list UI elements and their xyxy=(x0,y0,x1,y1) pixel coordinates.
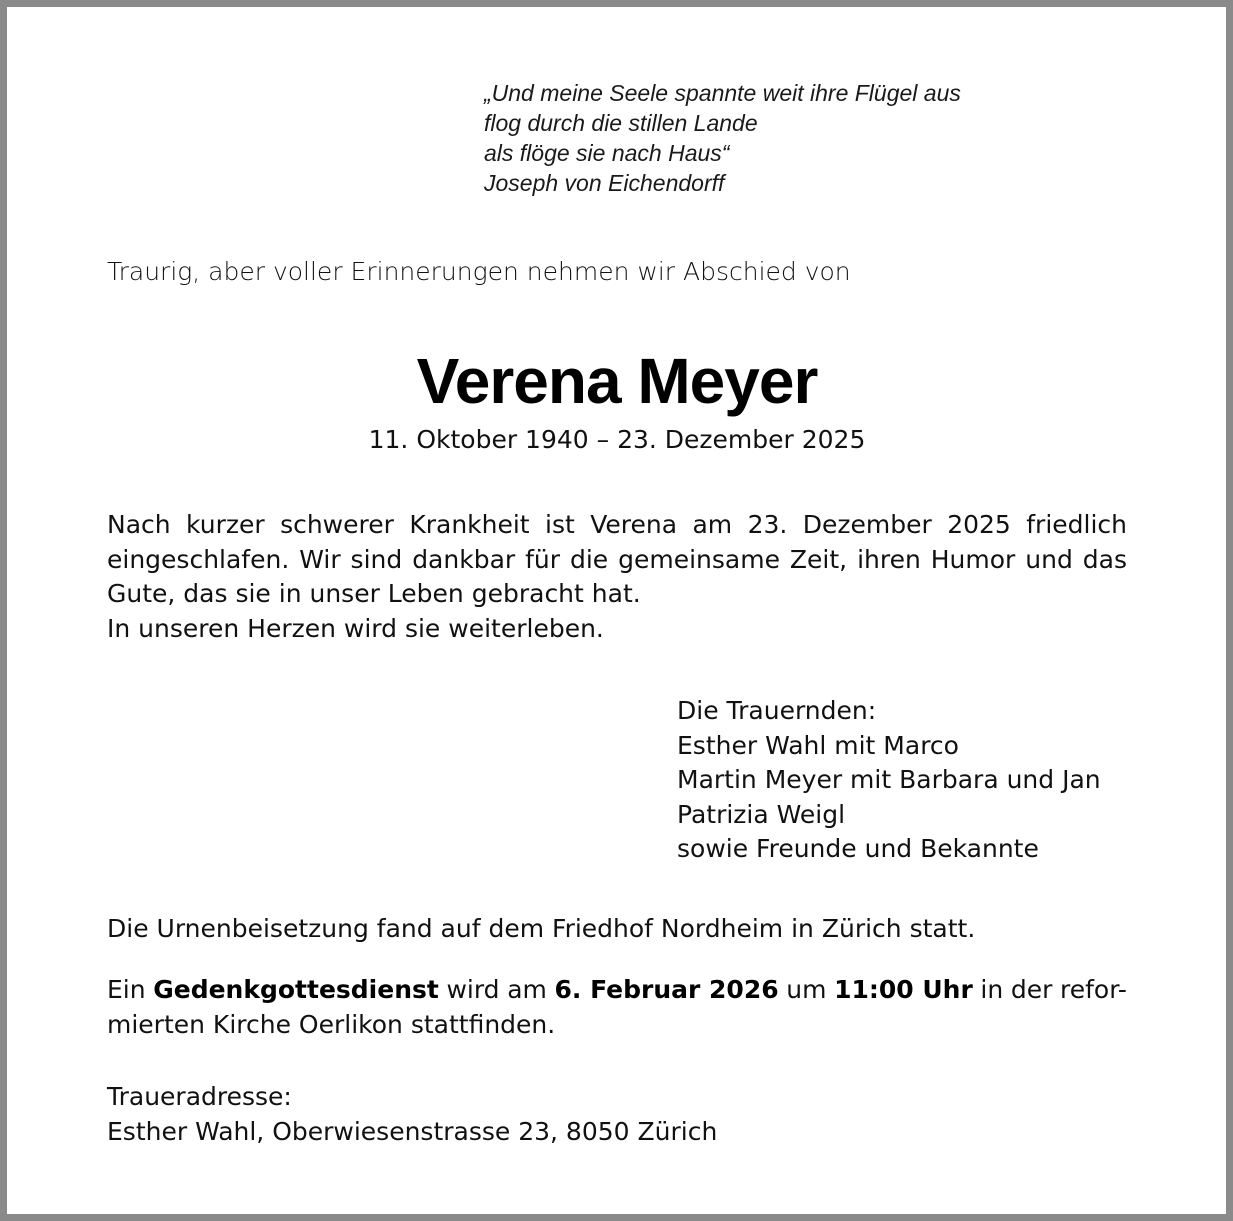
poem-quote xyxy=(484,78,1044,198)
quote-line: „Und meine Seele spannte weit ihre Flügel aus xyxy=(484,80,961,106)
service-word: refor- xyxy=(1060,975,1127,1004)
mourner-name: Martin Meyer mit Barbara und Jan xyxy=(677,765,1101,794)
message-text xyxy=(107,508,1127,646)
address-heading: Traueradresse: xyxy=(107,1082,292,1111)
service-word: Ein xyxy=(107,975,146,1004)
service-line-1 xyxy=(107,973,1127,1008)
quote-author: Joseph von Eichendorff xyxy=(484,170,725,196)
mourning-address xyxy=(107,1080,1127,1149)
service-word: am xyxy=(507,975,547,1004)
quote-line: als flöge sie nach Haus“ xyxy=(484,140,730,166)
service-word: um xyxy=(786,975,827,1004)
life-dates: 11. Oktober 1940 – 23. Dezember 2025 xyxy=(368,425,866,454)
message-closing: In unseren Herzen wird sie weiterleben. xyxy=(107,613,604,643)
mourners-heading: Die Trauernden: xyxy=(677,696,877,725)
service-word: der xyxy=(1010,975,1053,1004)
mourner-name: Esther Wahl mit Marco xyxy=(677,730,959,760)
mourners-list xyxy=(677,694,1137,867)
service-date: 6. Februar 2026 xyxy=(554,975,779,1004)
burial-info: Die Urnenbeisetzung fand auf dem Friedhof Nordheim in Zürich statt. xyxy=(107,914,976,943)
service-time: 11:00 Uhr xyxy=(834,975,973,1004)
intro-text: Traurig, aber voller Erinnerungen nehmen wir Abschied von xyxy=(107,257,851,286)
quote-line: flog durch die stillen Lande xyxy=(484,110,758,136)
service-word: wird xyxy=(446,975,500,1004)
message-paragraph: Nach kurzer schwerer Krankheit ist Verena am 23. Dezember 2025 friedlich eingeschlafen. Wir sind dankbar für die gemeinsame Zeit, ihren Humor und das Gute, das sie in unser Leben gebracht hat. xyxy=(107,510,1127,608)
deceased-name: Verena Meyer xyxy=(416,345,818,417)
mourner-name: sowie Freunde und Bekannte xyxy=(677,834,1039,863)
address-line: Esther Wahl, Oberwiesenstrasse 23, 8050 Zürich xyxy=(107,1116,718,1146)
mourner-name: Patrizia Weigl xyxy=(677,799,846,829)
service-type: Gedenkgottesdienst xyxy=(153,975,439,1004)
service-word: in xyxy=(980,975,1004,1004)
service-line-2: mierten Kirche Oerlikon stattfinden. xyxy=(107,1009,556,1039)
memorial-service-info xyxy=(107,973,1127,1042)
